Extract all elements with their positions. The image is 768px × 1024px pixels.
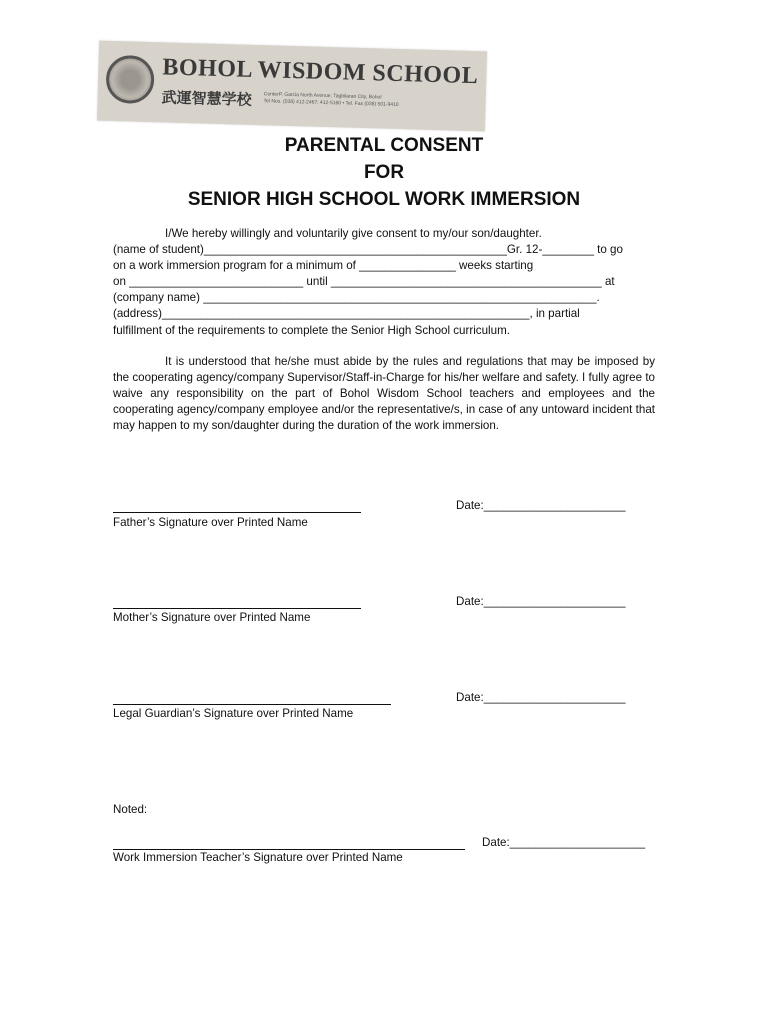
title-line-2: FOR xyxy=(363,162,405,183)
guardian-date-field: Date:______________________ xyxy=(456,691,626,704)
school-name: BOHOL WISDOM SCHOOL xyxy=(162,54,479,90)
guardian-signature-label: Legal Guardian’s Signature over Printed Name xyxy=(113,707,354,720)
teacher-date-field: Date:_____________________ xyxy=(482,836,646,849)
father-signature-label: Father’s Signature over Printed Name xyxy=(113,516,308,529)
school-seal-icon xyxy=(105,55,154,104)
consent-line: (company name) _____________________________________________________________. xyxy=(113,291,600,305)
school-letterhead xyxy=(97,41,487,132)
title-line-3: SENIOR HIGH SCHOOL WORK IMMERSION xyxy=(187,189,581,210)
school-contact-line: Tel Nos. (038) 412-2467; 412-5160 • Tel. Fax (038) 501-9410 xyxy=(263,98,399,108)
consent-line: fulfillment of the requirements to complete the Senior High School curriculum. xyxy=(113,323,510,337)
school-name-chinese: 武運智慧学校 xyxy=(161,88,252,109)
father-signature-line xyxy=(113,512,361,513)
teacher-signature-label: Work Immersion Teacher’s Signature over Printed Name xyxy=(113,851,403,864)
noted-label: Noted: xyxy=(113,803,148,816)
title-line-1: PARENTAL CONSENT xyxy=(284,135,484,156)
mother-signature-label: Mother’s Signature over Printed Name xyxy=(113,611,311,624)
mother-date-field: Date:______________________ xyxy=(456,595,626,608)
consent-line: on ___________________________ until __________________________________________ at xyxy=(113,275,615,289)
understanding-paragraph xyxy=(113,354,655,434)
consent-line: on a work immersion program for a minimum of _______________ weeks starting xyxy=(113,259,534,273)
consent-paragraph xyxy=(113,226,655,339)
father-date-field: Date:______________________ xyxy=(456,499,626,512)
understanding-text: It is understood that he/she must abide by the rules and regulations that may be imposed by the cooperating agency/company Supervisor/Staff-in-Charge for his/her welfare and safety. I fully agree to waive any responsibility on the part of Bohol Wisdom School teachers and employees and the cooperating agency/company employee and/or the representative/s, in case of any untoward incident that may happen to my son/daughter during the duration of the work immersion. xyxy=(113,355,655,433)
school-address xyxy=(263,91,473,111)
consent-line: (name of student)_______________________________________________Gr. 12-________ to go xyxy=(113,243,623,257)
mother-signature-line xyxy=(113,608,361,609)
consent-line: I/We hereby willingly and voluntarily give consent to my/our son/daughter. xyxy=(165,227,542,240)
guardian-signature-line xyxy=(113,704,391,705)
teacher-signature-line xyxy=(113,849,465,850)
consent-line: (address)_________________________________________________________, in partial xyxy=(113,307,580,321)
school-address-line: CenterP. Garcia North Avenue, Tagbilaran City, Bohol xyxy=(263,91,382,101)
